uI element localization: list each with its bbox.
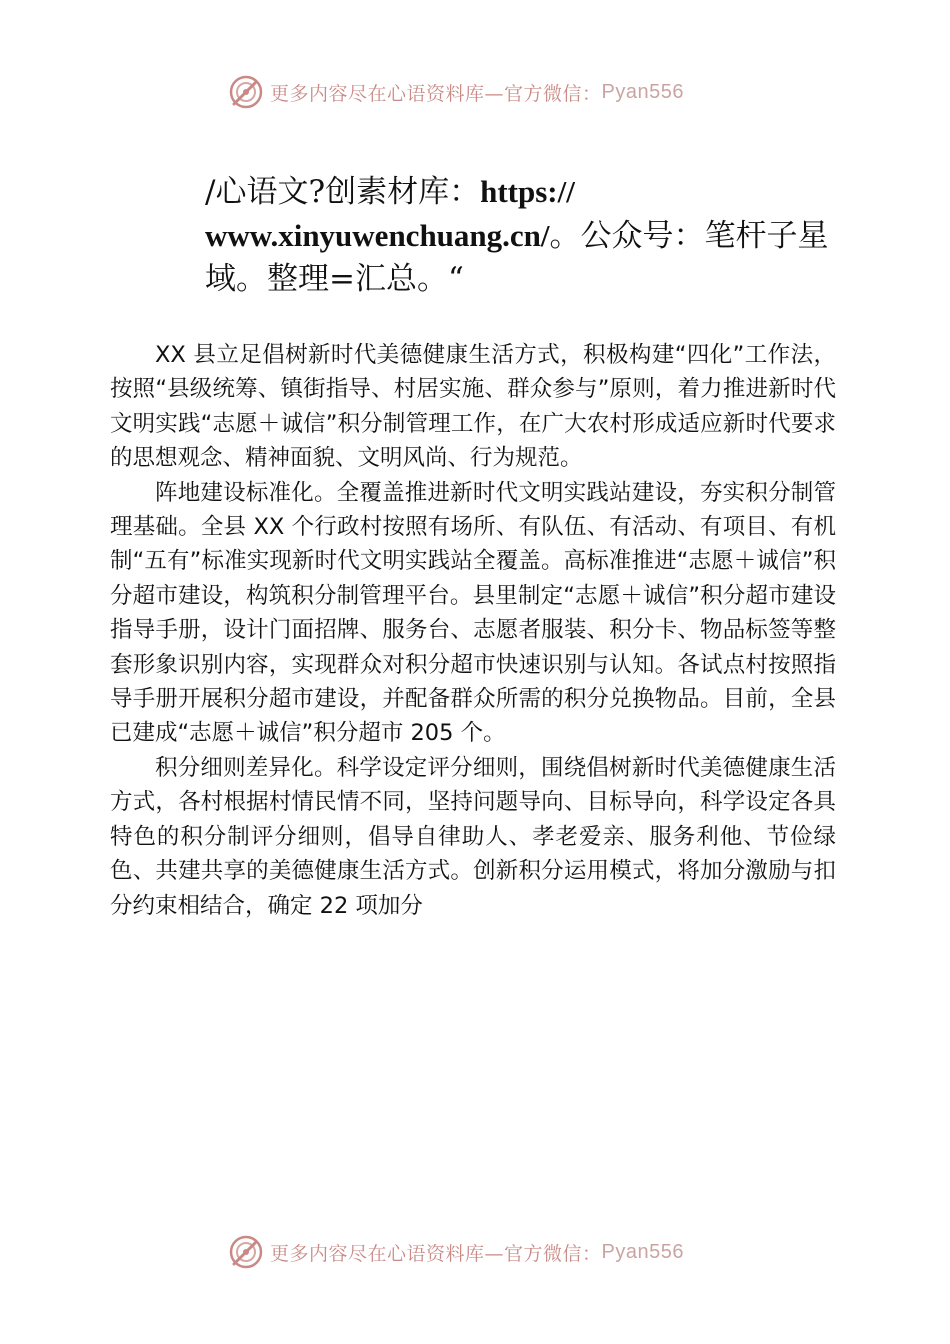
watermark-text: 更多内容尽在心语资料库—官方微信： bbox=[270, 1242, 602, 1265]
header-watermark bbox=[228, 72, 748, 112]
paragraph-points-differentiation: 积分细则差异化。科学设定评分细则，围绕倡树新时代美德健康生活方式，各村根据村情民情不同，坚持问题导向、目标导向，科学设定各具特色的积分制评分细则，倡导自律助人、孝老爱亲、服务利他、节俭绿色、共建共享的美德健康生活方式。创新积分运用模式，将加分激励与扣分约束相结合，确定 22 项加分 bbox=[110, 754, 836, 919]
watermark-wechat-id: Pyan556 bbox=[601, 1240, 684, 1263]
source-url-line1: https:// bbox=[480, 174, 575, 209]
footer-watermark bbox=[228, 1232, 748, 1272]
source-note bbox=[205, 170, 855, 301]
source-prefix: /心语文?创素材库： bbox=[205, 174, 481, 210]
watermark-wechat-id: Pyan556 bbox=[601, 80, 684, 103]
paragraph-position-standardization: 阵地建设标准化。全覆盖推进新时代文明实践站建设，夯实积分制管理基础。全县 XX 个行政村按照有场所、有队伍、有活动、有项目、有机制“五有”标准实现新时代文明实践站全覆盖。高标准推进“志愿＋诚信”积分超市建设，构筑积分制管理平台。县里制定“志愿＋诚信”积分超市建设指导手册，设计门面招牌、服务台、志愿者服装、积分卡、物品标签等整套形象识别内容，实现群众对积分超市快速识别与认知。各试点村按照指导手册开展积分超市建设，并配备群众所需的积分兑换物品。目前，全县已建成“志愿＋诚信”积分超市 205 个。 bbox=[110, 479, 836, 747]
watermark-text: 更多内容尽在心语资料库—官方微信： bbox=[270, 82, 602, 105]
paragraph-intro: XX 县立足倡树新时代美德健康生活方式，积极构建“四化”工作法，按照“县级统筹、镇街指导、村居实施、群众参与”原则，着力推进新时代文明实践“志愿＋诚信”积分制管理工作，在广大农村形成适应新时代要求的思想观念、精神面貌、文明风尚、行为规范。 bbox=[110, 342, 836, 472]
watermark-logo-icon bbox=[228, 1234, 264, 1270]
source-url-line2: www.xinyuwenchuang.cn/ bbox=[205, 218, 550, 253]
source-suffix: 。公众号：笔杆子星域。整理=汇总。“ bbox=[205, 218, 829, 297]
watermark-logo-icon bbox=[228, 74, 264, 110]
document-body bbox=[110, 338, 836, 923]
